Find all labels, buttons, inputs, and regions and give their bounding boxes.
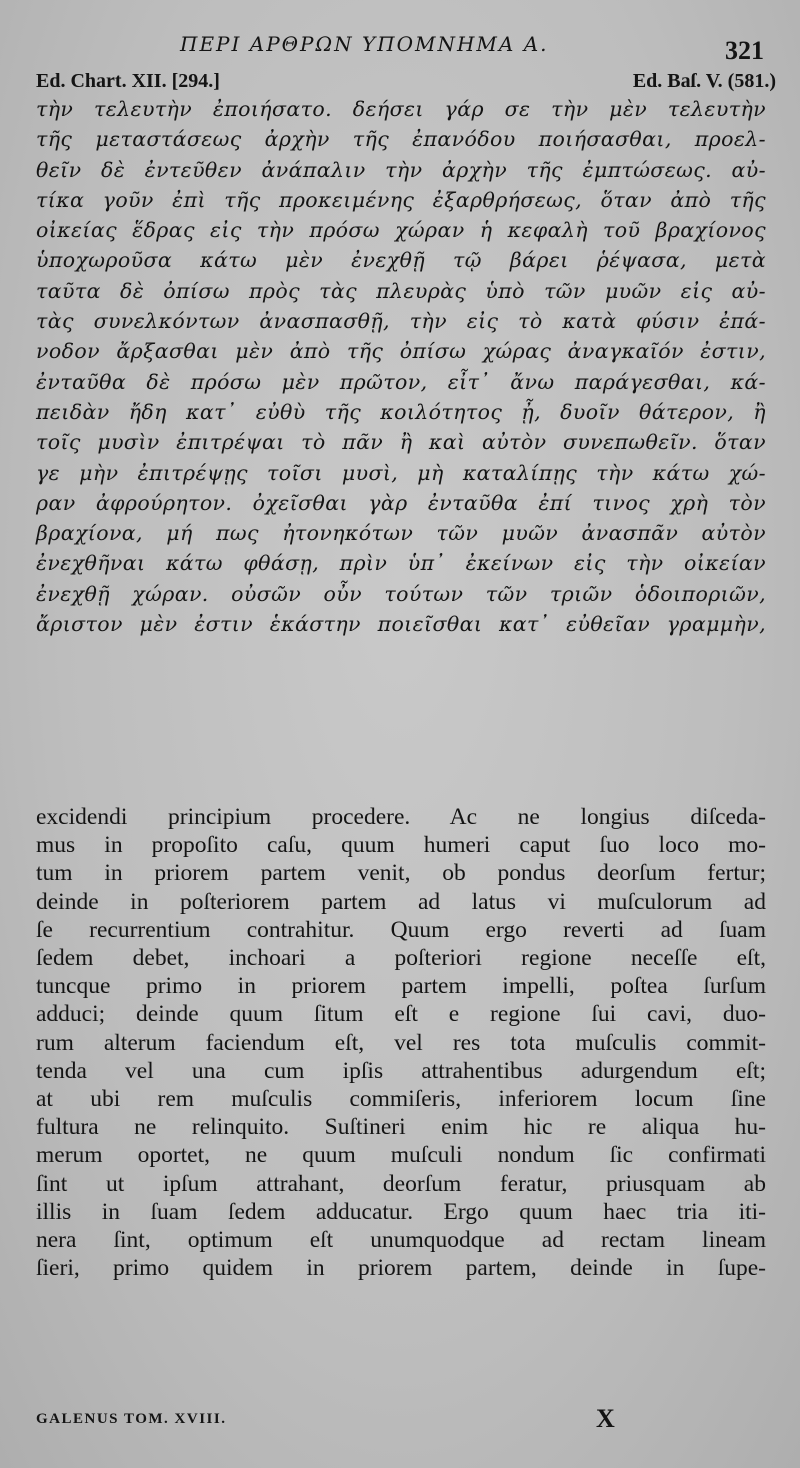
greek-text-line: τοῖς μυσὶν ἐπιτρέψαι τὸ πᾶν ἢ καὶ αὐτὸν συνεπωθεῖν. ὅταν bbox=[36, 430, 766, 455]
greek-text-line: τὰς συνελκόντων ἀνασπασθῇ, τὴν εἰς τὸ κατὰ φύσιν ἐπά- bbox=[36, 309, 766, 334]
latin-text-line: tuncque primo in priorem partem impelli, poſtea ſurſum bbox=[36, 973, 766, 1000]
latin-text-line: excidendi principium procedere. Ac ne longius diſceda- bbox=[36, 804, 766, 830]
greek-text-line: ἄριστον μὲν ἐστιν ἑκάστην ποιεῖσθαι κατ᾽ εὐθεῖαν γραμμὴν, bbox=[36, 612, 766, 637]
greek-text-line: βραχίονα, μή πως ἠτονηκότων τῶν μυῶν ἀνασπᾶν αὐτὸν bbox=[36, 521, 766, 546]
edition-left: Ed. Chart. XII. [294.] bbox=[36, 70, 220, 92]
edition-right: Ed. Baſ. V. (581.) bbox=[632, 70, 776, 92]
latin-text-line: ſint ut ipſum attrahant, deorſum feratur, priusquam ab bbox=[36, 1170, 766, 1197]
latin-text-line: merum oportet, ne quum muſculi nondum ſic confirmati bbox=[36, 1142, 766, 1169]
greek-text-line: ταῦτα δὲ ὀπίσω πρὸς τὰς πλευρὰς ὑπὸ τῶν μυῶν εἰς αὐ- bbox=[36, 278, 766, 303]
greek-text-line: νοδον ἄρξασθαι μὲν ἀπὸ τῆς ὀπίσω χώρας ἀναγκαῖόν ἐστιν, bbox=[36, 339, 766, 364]
page-number: 321 bbox=[725, 36, 764, 65]
latin-text-line: ſieri, primo quidem in priorem partem, deinde in ſupe- bbox=[36, 1255, 766, 1282]
running-title: ΠΕΡΙ ΑΡΘΡΩΝ ΥΠΟΜΝΗΜΑ Α. bbox=[180, 32, 549, 56]
edition-line bbox=[36, 70, 776, 93]
latin-text-line: tenda vel una cum ipſis attrahentibus adurgendum eſt; bbox=[36, 1057, 766, 1084]
latin-text-line: tum in priorem partem venit, ob pondus deorſum fertur; bbox=[36, 860, 766, 887]
greek-text-line: ὑποχωροῦσα κάτω μὲν ἐνεχθῇ τῷ βάρει ῥέψασα, μετὰ bbox=[36, 248, 766, 273]
footer-signature: GALENUS TOM. XVIII. bbox=[36, 1411, 227, 1427]
signature-mark: X bbox=[596, 1404, 615, 1433]
latin-text-line: rum alterum faciendum eſt, vel res tota muſculis commit- bbox=[36, 1029, 766, 1056]
latin-text-block bbox=[36, 803, 766, 1282]
greek-text-line: ἐνεχθῆναι κάτω φθάσῃ, πρὶν ὑπ᾽ ἐκείνων εἰς τὴν οἰκείαν bbox=[36, 551, 766, 576]
latin-text-line: adduci; deinde quum ſitum eſt e regione ſui cavi, duo- bbox=[36, 1001, 766, 1028]
latin-text-line: illis in ſuam ſedem adducatur. Ergo quum haec tria iti- bbox=[36, 1198, 766, 1225]
latin-text-line: deinde in poſteriorem partem ad latus vi muſculorum ad bbox=[36, 888, 766, 915]
latin-text-line: ſe recurrentium contrahitur. Quum ergo reverti ad ſuam bbox=[36, 916, 766, 943]
latin-text-line: mus in propoſito caſu, quum humeri caput ſuo loco mo- bbox=[36, 832, 766, 859]
greek-text-line: οἰκείας ἕδρας εἰς τὴν πρόσω χώραν ἡ κεφαλὴ τοῦ βραχίονος bbox=[36, 218, 766, 243]
latin-text-line: nera ſint, optimum eſt unumquodque ad rectam lineam bbox=[36, 1227, 766, 1254]
greek-text-line: τὴν τελευτὴν ἐποιήσατο. δεήσει γάρ σε τὴν μὲν τελευτὴν bbox=[36, 97, 766, 121]
greek-text-line: τῆς μεταστάσεως ἀρχὴν τῆς ἐπανόδου ποιήσασθαι, προελ- bbox=[36, 127, 766, 152]
latin-text-line: fultura ne relinquito. Suſtineri enim hic re aliqua hu- bbox=[36, 1114, 766, 1141]
greek-text-line: ἐνταῦθα δὲ πρόσω μὲν πρῶτον, εἶτ᾽ ἄνω παράγεσθαι, κά- bbox=[36, 369, 766, 394]
latin-text-line: at ubi rem muſculis commiſeris, inferiorem locum ſine bbox=[36, 1086, 766, 1113]
greek-text-line: γε μὴν ἐπιτρέψῃς τοῖσι μυσὶ, μὴ καταλίπῃς τὴν κάτω χώ- bbox=[36, 460, 766, 485]
greek-text-line: θεῖν δὲ ἐντεῦθεν ἀνάπαλιν τὴν ἀρχὴν τῆς ἐμπτώσεως. αὐ- bbox=[36, 157, 766, 182]
latin-text-line: ſedem debet, inchoari a poſteriori regione neceſſe eſt, bbox=[36, 945, 766, 972]
greek-text-line: ραν ἀφρούρητον. ὀχεῖσθαι γὰρ ἐνταῦθα ἐπί τινος χρὴ τὸν bbox=[36, 490, 766, 515]
greek-text-line: τίκα γοῦν ἐπὶ τῆς προκειμένης ἐξαρθρήσεως, ὅταν ἀπὸ τῆς bbox=[36, 187, 766, 212]
greek-text-block bbox=[36, 94, 766, 639]
greek-text-line: ἐνεχθῇ χώραν. οὐσῶν οὖν τούτων τῶν τριῶν ὁδοιποριῶν, bbox=[36, 581, 766, 606]
page-footer bbox=[36, 1404, 764, 1433]
greek-text-line: πειδὰν ἤδη κατ᾽ εὐθὺ τῆς κοιλότητος ᾖ, δυοῖν θάτερον, ἢ bbox=[36, 399, 766, 424]
